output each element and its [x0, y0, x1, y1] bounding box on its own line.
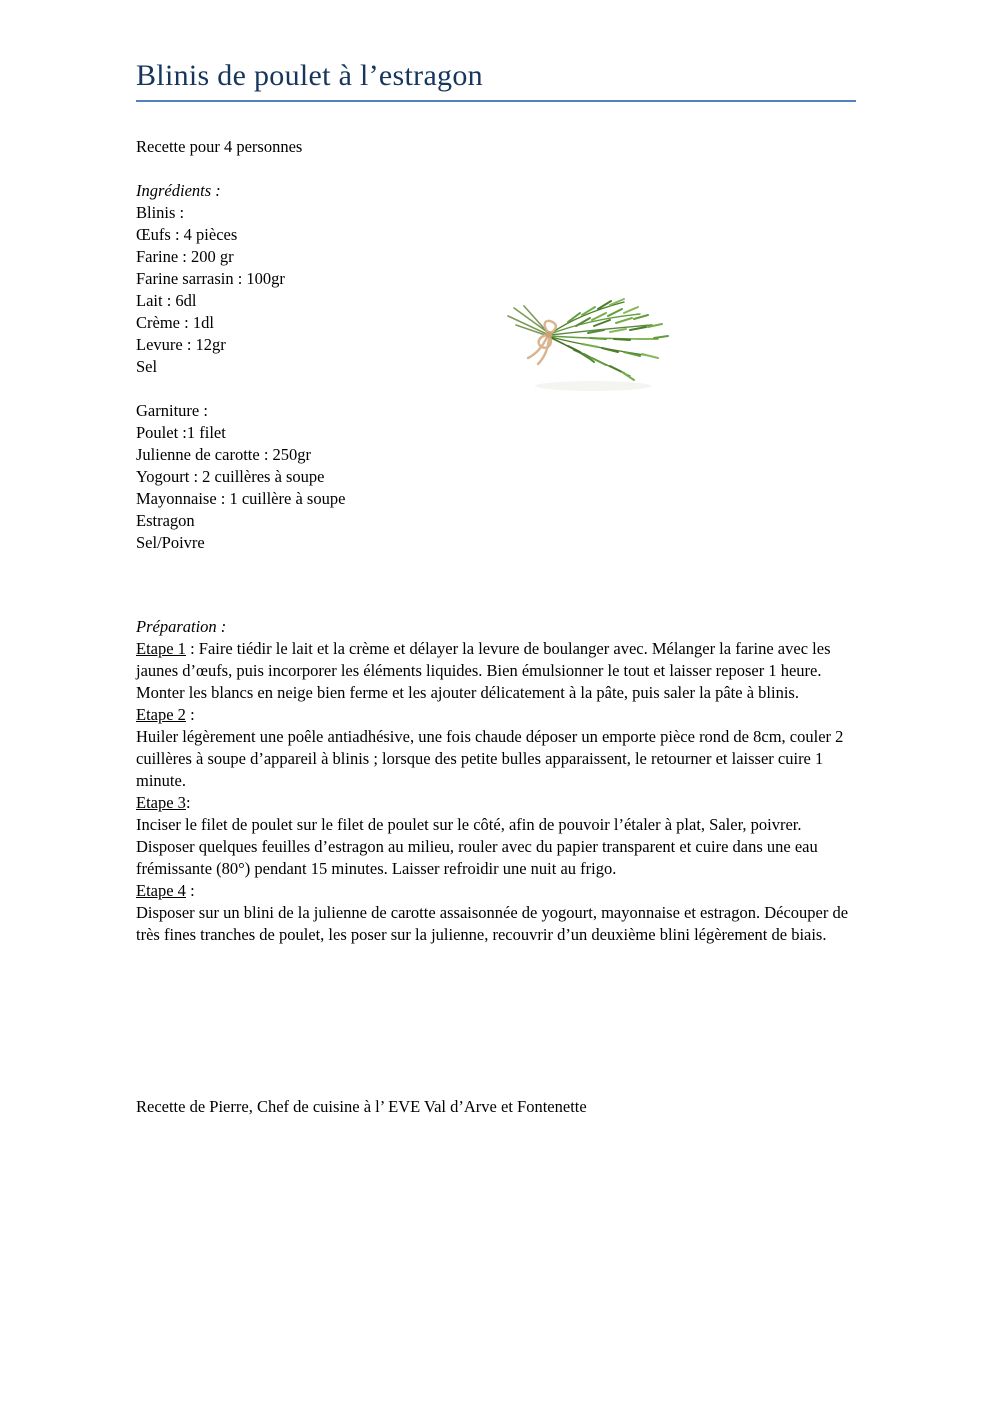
ingredient-item: Mayonnaise : 1 cuillère à soupe [136, 489, 346, 508]
ingredient-item: Levure : 12gr [136, 335, 226, 354]
ingredient-item: Farine : 200 gr [136, 247, 234, 266]
ingredients-heading: Ingrédients : [136, 181, 221, 200]
step-4-separator: : [185, 881, 195, 900]
ingredient-item: Sel/Poivre [136, 533, 205, 552]
step-2-heading [136, 704, 856, 726]
step-3-separator: : [185, 793, 191, 812]
step-1-paragraph [136, 638, 856, 682]
page-title: Blinis de poulet à l’estragon [136, 57, 856, 102]
ingredient-item: Sel [136, 357, 158, 376]
step-1-label: Etape 1 [136, 639, 186, 658]
step-4-heading [136, 880, 856, 902]
step-1-extra-paragraph: Monter les blancs en neige bien ferme et les ajouter délicatement à la pâte, puis saler la pâte à blinis. [136, 683, 799, 702]
step-1-separator: : [185, 639, 199, 658]
ingredient-item: Yogourt : 2 cuillères à soupe [136, 467, 325, 486]
servings-line: Recette pour 4 personnes [136, 137, 303, 156]
step-4-text: Disposer sur un blini de la julienne de carotte assaisonnée de yogourt, mayonnaise et estragon. Découper de très fines tranches de poulet, les poser sur la julienne, recouvrir d’un deuxième blini légèrement de biais. [136, 903, 849, 944]
ingredient-item: Lait : 6dl [136, 291, 197, 310]
step-3-heading [136, 792, 856, 814]
ingredient-item: Poulet :1 filet [136, 423, 226, 442]
step-3-label: Etape 3 [136, 793, 186, 812]
step-1-text: Faire tiédir le lait et la crème et délayer la levure de boulanger avec. Mélanger la farine avec les jaunes d’œufs, puis incorporer les éléments liquides. Bien émulsionner le tout et laisser reposer 1 heure. [136, 639, 831, 680]
garniture-subheading: Garniture : [136, 401, 208, 420]
tarragon-bunch-photo [498, 292, 673, 394]
step-2-label: Etape 2 [136, 705, 186, 724]
blinis-subheading: Blinis : [136, 203, 185, 222]
step-3-text: Inciser le filet de poulet sur le filet de poulet sur le côté, afin de pouvoir l’étaler à plat, Saler, poivrer. Disposer quelques feuilles d’estragon au milieu, rouler avec du papier transparent et cuire dans une eau frémissante (80°) pendant 15 minutes. Laisser refroidir une nuit au frigo. [136, 815, 818, 878]
step-4-label: Etape 4 [136, 881, 186, 900]
ingredient-item: Œufs : 4 pièces [136, 225, 238, 244]
ingredient-item: Julienne de carotte : 250gr [136, 445, 312, 464]
step-2-text: Huiler légèrement une poêle antiadhésive, une fois chaude déposer un emporte pièce rond de 8cm, couler 2 cuillères à soupe d’appareil à blinis ; lorsque des petite bulles apparaissent, le retourner et laisser cuire 1 minute. [136, 727, 844, 790]
ingredient-item: Farine sarrasin : 100gr [136, 269, 285, 288]
ingredient-item: Crème : 1dl [136, 313, 214, 332]
ingredient-item: Estragon [136, 511, 195, 530]
preparation-heading: Préparation : [136, 617, 227, 636]
step-2-separator: : [185, 705, 195, 724]
credit-line: Recette de Pierre, Chef de cuisine à l’ EVE Val d’Arve et Fontenette [136, 1097, 587, 1116]
recipe-document [136, 0, 856, 1118]
